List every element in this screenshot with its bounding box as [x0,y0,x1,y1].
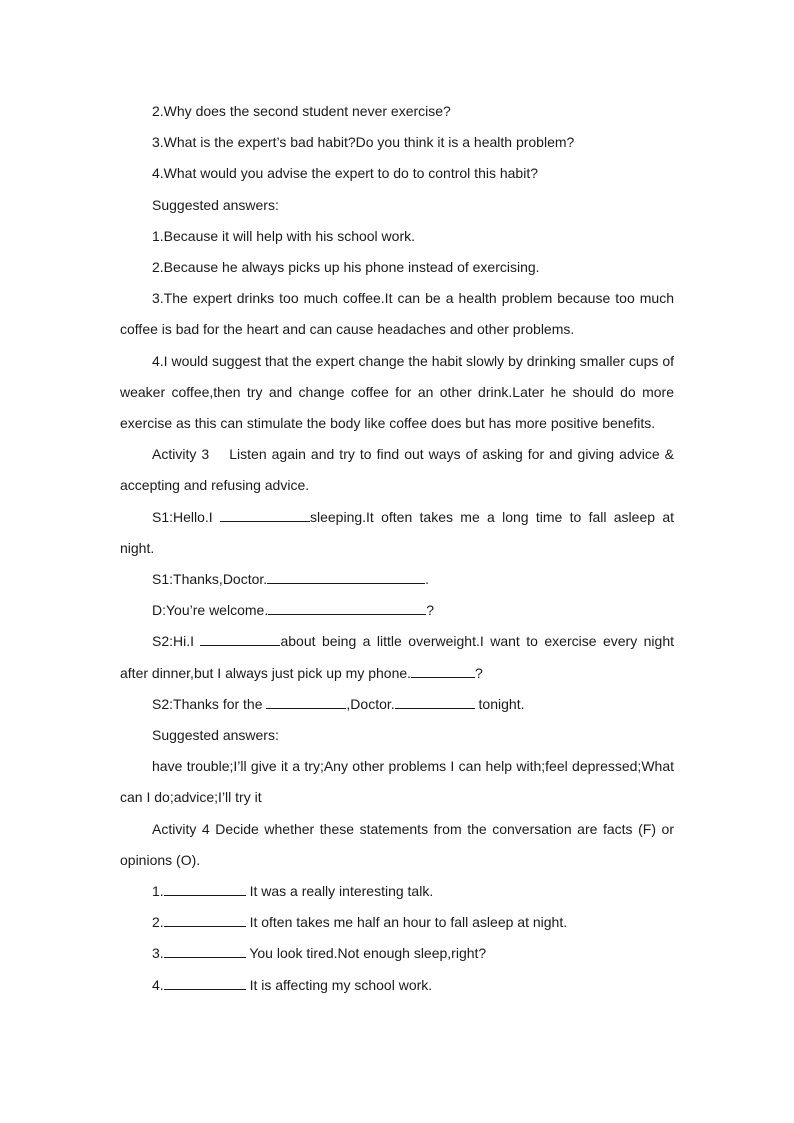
dialogue-text: S2:Thanks for the [152,695,267,712]
statement-number: 4. [152,976,164,993]
activity-3-intro: Activity 3 Listen again and try to find out ways of asking for and giving advice & accepting and refusing advice. [120,446,674,494]
answer-4: 4.I would suggest that the expert change the habit slowly by drinking smaller cups of weaker coffee,then try and change coffee for an other drink.Later he should do more exercise as this can stimulate the body like coffee does but has more positive benefits. [120,352,674,432]
dialogue-s1-line-1 [120,502,674,564]
statement-number: 3. [152,945,164,962]
dialogue-text: sleeping.It often takes me a long time to fall asleep at night. [120,508,674,556]
activity-3-answers: have trouble;I’ll give it a try;Any other problems I can help with;feel depressed;What can I do;advice;I’ll try it [120,758,674,806]
dialogue-text: S1:Thanks,Doctor. [152,571,268,588]
dialogue-text: about being a little overweight.I want to exercise every night after dinner,but I always just pick up my phone. [120,633,675,681]
question-3: 3.What is the expert’s bad habit?Do you think it is a health problem? [152,134,575,151]
answer-2: 2.Because he always picks up his phone instead of exercising. [152,259,540,276]
dialogue-text: S1:Hello.I [152,508,220,525]
dialogue-text: ? [475,664,483,681]
statement-item [120,970,674,1001]
dialogue-s1-line-2 [120,564,674,595]
dialogue-text: ,Doctor. [346,695,395,712]
dialogue-s2-line-1 [120,626,674,688]
statement-text: It often takes me half an hour to fall asleep at night. [245,914,568,931]
dialogue-text: ? [426,602,435,619]
question-2: 2.Why does the second student never exercise? [152,103,451,119]
dialogue-text: tonight. [474,695,525,712]
answer-blank[interactable] [164,881,246,896]
statement-item [120,938,674,969]
answer-3: 3.The expert drinks too much coffee.It can be a health problem because too much coffee is bad for the heart and can cause headaches and other problems. [120,290,674,338]
answer-blank[interactable] [164,943,246,958]
fill-blank[interactable] [395,694,475,709]
fill-blank[interactable] [411,663,475,678]
document-page [120,96,674,1001]
statement-text: You look tired.Not enough sleep,right? [245,945,487,962]
answer-blank[interactable] [164,975,246,990]
suggested-answers-heading: Suggested answers: [152,196,279,213]
fill-blank[interactable] [200,631,280,646]
statement-number: 2. [152,914,164,931]
activity-3-answers-heading: Suggested answers: [152,727,279,744]
dialogue-s2-line-2 [120,689,674,720]
dialogue-text: . [425,571,430,588]
statement-item [120,907,674,938]
answer-blank[interactable] [164,912,246,927]
dialogue-d-line [120,595,674,626]
statement-number: 1. [152,883,164,900]
question-4: 4.What would you advise the expert to do to control this habit? [152,165,539,182]
activity-4-intro: Activity 4 Decide whether these statements from the conversation are facts (F) or opinions (O). [120,820,674,868]
fill-blank[interactable] [266,694,346,709]
fill-blank[interactable] [268,600,426,615]
statement-text: It was a really interesting talk. [245,883,434,900]
fill-blank[interactable] [267,569,425,584]
answer-1: 1.Because it will help with his school work. [152,227,416,244]
fill-blank[interactable] [220,507,310,522]
statement-item [120,876,674,907]
statement-text: It is affecting my school work. [245,976,433,993]
dialogue-text: S2:Hi.I [152,633,201,650]
dialogue-text: D:You’re welcome. [152,602,269,619]
